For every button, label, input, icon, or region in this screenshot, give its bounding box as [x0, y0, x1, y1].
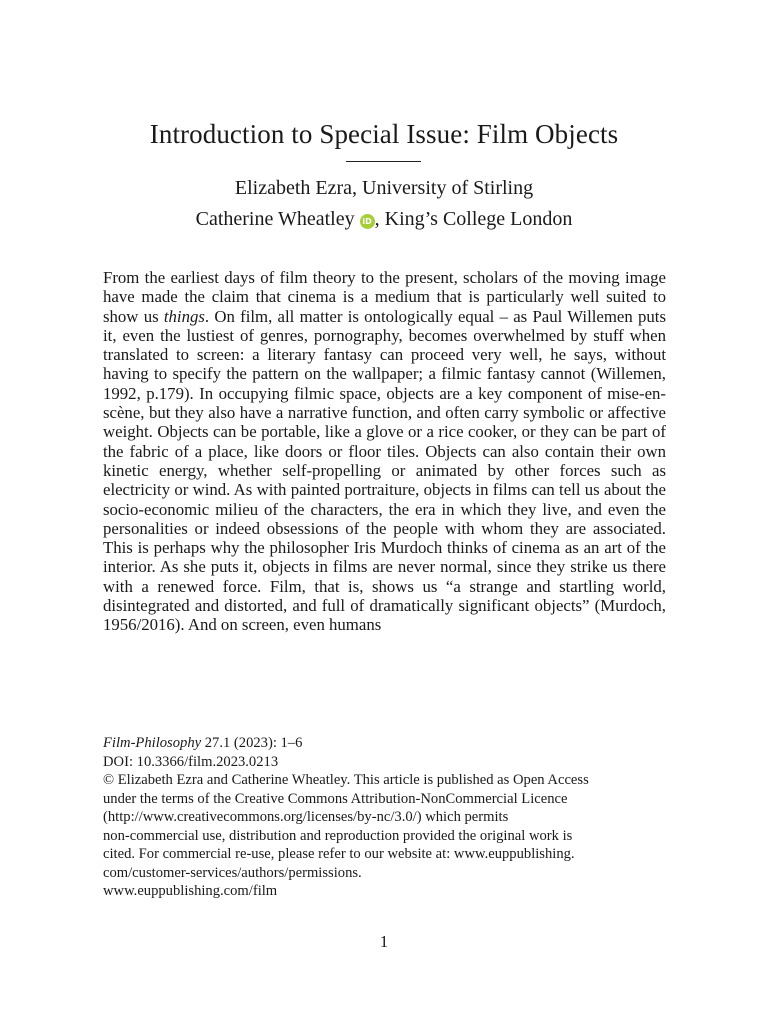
body-paragraph	[103, 268, 666, 635]
article-title: Introduction to Special Issue: Film Objects	[149, 119, 619, 149]
publication-footer	[103, 734, 683, 901]
license-line: non-commercial use, distribution and reproduction provided the original work is	[103, 827, 573, 844]
doi-line: DOI: 10.3366/film.2023.0213	[103, 753, 279, 770]
author-ezra: Elizabeth Ezra, University of Stirling	[234, 177, 534, 199]
journal-citation	[103, 734, 683, 753]
license-line: cited. For commercial re-use, please refer to our website at: www.euppublishing.	[103, 846, 575, 862]
body-text-part1: From the earliest days of film theory to the present, scholars of the moving image have made the claim that cinema is a medium that is particularly well suited to show us	[103, 268, 666, 326]
author-wheatley-name: Catherine Wheatley	[195, 208, 355, 230]
title-divider	[346, 161, 421, 162]
license-line: © Elizabeth Ezra and Catherine Wheatley. This article is published as Open Access	[103, 772, 589, 788]
volume-pages: 27.1 (2023): 1–6	[201, 735, 303, 751]
body-text-emphasis: things	[163, 306, 205, 326]
page-number: 1	[379, 932, 389, 951]
author-wheatley-affiliation: , King’s College London	[374, 208, 573, 230]
license-line: (http://www.creativecommons.org/licenses/by-nc/3.0/) which permits	[103, 809, 509, 825]
license-line: com/customer-services/authors/permissions.	[103, 864, 362, 881]
license-line: under the terms of the Creative Commons Attribution-NonCommercial Licence	[103, 790, 568, 807]
journal-name: Film-Philosophy	[103, 735, 202, 751]
journal-website-link[interactable]: www.euppublishing.com/film	[103, 883, 278, 899]
body-text	[103, 268, 666, 635]
body-text-part2: . On film, all matter is ontologically equal – as Paul Willemen puts it, even the lustiest of genres, pornography, becomes overwhelmed by stuff when translated to screen: a literary fantasy can proceed very well, he says, without having to specify the pattern on the wallpaper; a filmic fantasy cannot (Willemen, 1992, p.179). In occupying filmic space, objects are a key component of mise-en-scène, but they also have a narrative function, and often carry symbolic or affective weight. Objects can be portable, like a glove or a rice cooker, or they can be part of the fabric of a place, like doors or floor tiles. Objects can also contain their own kinetic energy, whether self-propelling or animated by other forces such as electricity or wind. As with painted portraiture, objects in films can tell us about the socio-economic milieu of the characters, the era in which they live, and even the personalities or indeed obsessions of the people with whom they are associated. This is perhaps why the philosopher Iris Murdoch thinks of cinema as an art of the interior. As she puts it, objects in films are never normal, since they strike us there with a renewed force. Film, that is, shows us “a strange and startling world, disintegrated and distorted, and full of dramatically significant objects” (Murdoch, 1956/2016). And on screen, even humans	[103, 306, 666, 635]
author-wheatley	[0, 206, 768, 232]
orcid-id-icon[interactable]: iD	[360, 214, 375, 229]
